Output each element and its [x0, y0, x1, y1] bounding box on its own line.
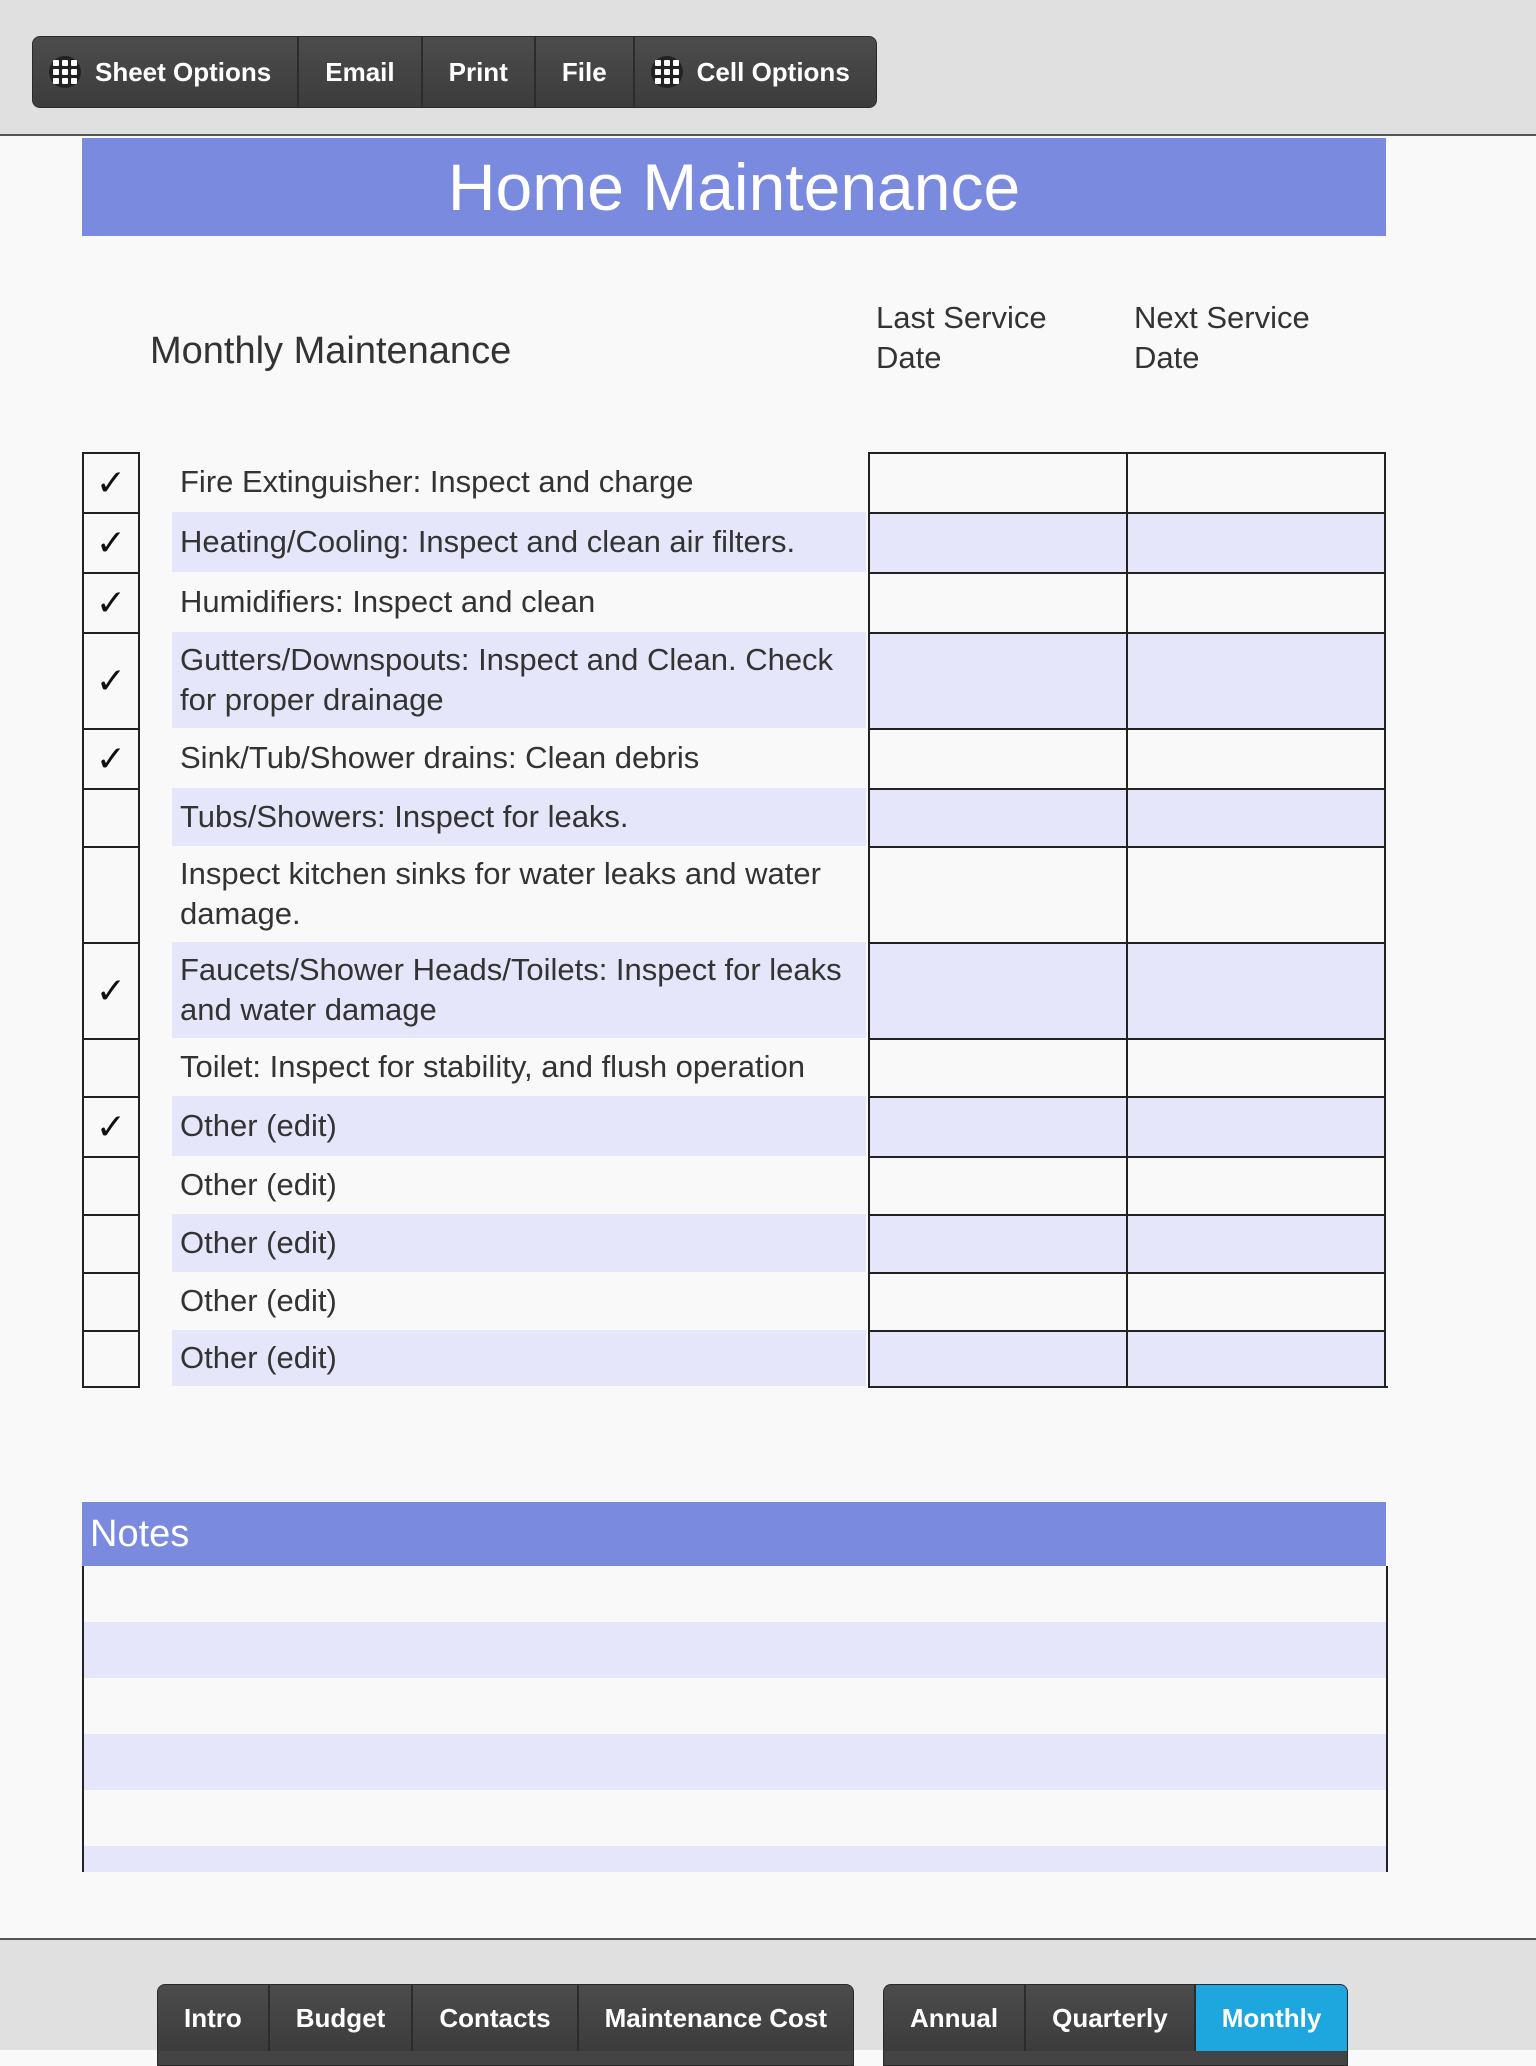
task-label[interactable]: Fire Extinguisher: Inspect and charge	[172, 452, 866, 512]
last-service-date-cell[interactable]	[868, 846, 1128, 942]
notes-line[interactable]	[84, 1566, 1386, 1622]
file-button[interactable]: File	[536, 37, 635, 107]
tab-monthly[interactable]: Monthly	[1196, 1985, 1348, 2051]
cell-options-label: Cell Options	[696, 56, 850, 87]
task-label[interactable]: Tubs/Showers: Inspect for leaks.	[172, 788, 866, 846]
task-checkbox[interactable]	[82, 632, 140, 728]
task-checkbox[interactable]	[82, 512, 140, 572]
tab-intro[interactable]: Intro	[158, 1985, 270, 2051]
tab-contacts[interactable]: Contacts	[413, 1985, 578, 2051]
notes-area	[82, 1566, 1388, 1872]
checkmark-icon: ✓	[95, 462, 127, 503]
notes-line[interactable]	[84, 1734, 1386, 1790]
next-service-date-cell[interactable]	[1126, 728, 1386, 788]
grid-icon	[49, 56, 81, 88]
notes-line[interactable]	[84, 1790, 1386, 1846]
next-service-date-cell[interactable]	[1126, 1096, 1386, 1156]
next-service-date-cell[interactable]	[1126, 1272, 1386, 1330]
last-service-date-header: Last Service Date	[876, 300, 1047, 375]
next-service-date-cell[interactable]	[1126, 512, 1386, 572]
last-service-date-cell[interactable]	[868, 728, 1128, 788]
last-service-date-cell[interactable]	[868, 1038, 1128, 1096]
task-checkbox[interactable]	[82, 1156, 140, 1214]
next-service-date-cell[interactable]	[1126, 1156, 1386, 1214]
email-button[interactable]: Email	[299, 37, 422, 107]
task-checkbox[interactable]	[82, 572, 140, 632]
print-button[interactable]: Print	[423, 37, 536, 107]
task-checkbox[interactable]	[82, 1038, 140, 1096]
section-title: Monthly Maintenance	[150, 330, 512, 372]
task-label[interactable]: Gutters/Downspouts: Inspect and Clean. Check for proper drainage	[172, 632, 866, 728]
task-checkbox[interactable]	[82, 788, 140, 846]
task-checkbox[interactable]	[82, 1096, 140, 1156]
next-service-date-cell[interactable]	[1126, 452, 1386, 512]
last-service-date-cell[interactable]	[868, 452, 1128, 512]
cell-options-button[interactable]	[635, 37, 876, 107]
task-checkbox[interactable]	[82, 1330, 140, 1386]
notes-line[interactable]	[84, 1622, 1386, 1678]
task-label[interactable]: Faucets/Shower Heads/Toilets: Inspect for leaks and water damage	[172, 942, 866, 1038]
tab-quarterly[interactable]: Quarterly	[1026, 1985, 1196, 2051]
task-label[interactable]: Humidifiers: Inspect and clean	[172, 572, 866, 632]
last-service-date-cell[interactable]	[868, 632, 1128, 728]
last-service-date-cell[interactable]	[868, 1214, 1128, 1272]
top-toolbar-area	[0, 0, 1536, 136]
checkmark-icon: ✓	[95, 738, 127, 779]
bottom-nav-area	[0, 1938, 1536, 2050]
sheet-options-label: Sheet Options	[95, 56, 272, 87]
task-label[interactable]: Other (edit)	[172, 1096, 866, 1156]
checkmark-icon: ✓	[95, 660, 127, 701]
task-label[interactable]: Inspect kitchen sinks for water leaks and water damage.	[172, 846, 866, 942]
next-service-date-cell[interactable]	[1126, 1038, 1386, 1096]
checkmark-icon: ✓	[95, 522, 127, 563]
notes-line[interactable]	[84, 1678, 1386, 1734]
task-label[interactable]: Sink/Tub/Shower drains: Clean debris	[172, 728, 866, 788]
next-service-date-cell[interactable]	[1126, 572, 1386, 632]
next-service-date-cell[interactable]	[1126, 1330, 1386, 1386]
checkmark-icon: ✓	[95, 1106, 127, 1147]
last-service-date-cell[interactable]	[868, 788, 1128, 846]
task-label[interactable]: Other (edit)	[172, 1214, 866, 1272]
checkmark-icon: ✓	[95, 582, 127, 623]
task-checkbox[interactable]	[82, 1272, 140, 1330]
task-checkbox[interactable]	[82, 1214, 140, 1272]
notes-header: Notes	[82, 1502, 1386, 1566]
task-checkbox[interactable]	[82, 846, 140, 942]
sheet-options-button[interactable]	[33, 37, 299, 107]
last-service-date-cell[interactable]	[868, 572, 1128, 632]
sheet-tabs-group	[157, 1984, 854, 2066]
tab-budget[interactable]: Budget	[270, 1985, 414, 2051]
last-service-date-cell[interactable]	[868, 1330, 1128, 1386]
task-label[interactable]: Other (edit)	[172, 1330, 866, 1386]
next-service-date-cell[interactable]	[1126, 942, 1386, 1038]
checkbox-column-bottom-border	[82, 1386, 140, 1388]
task-label[interactable]: Heating/Cooling: Inspect and clean air filters.	[172, 512, 866, 572]
next-service-date-cell[interactable]	[1126, 632, 1386, 728]
task-checkbox[interactable]	[82, 728, 140, 788]
next-service-date-cell[interactable]	[1126, 846, 1386, 942]
task-label[interactable]: Other (edit)	[172, 1272, 866, 1330]
toolbar	[32, 36, 877, 108]
checkmark-icon: ✓	[95, 970, 127, 1011]
last-service-date-cell[interactable]	[868, 1156, 1128, 1214]
task-checkbox[interactable]	[82, 942, 140, 1038]
date-table-bottom-border	[868, 1386, 1388, 1388]
page-title: Home Maintenance	[82, 138, 1386, 236]
schedule-tabs-group	[883, 1984, 1348, 2066]
task-label[interactable]: Toilet: Inspect for stability, and flush operation	[172, 1038, 866, 1096]
next-service-date-cell[interactable]	[1126, 1214, 1386, 1272]
last-service-date-cell[interactable]	[868, 1096, 1128, 1156]
next-service-date-cell[interactable]	[1126, 788, 1386, 846]
grid-icon	[651, 56, 683, 88]
last-service-date-cell[interactable]	[868, 1272, 1128, 1330]
tab-maintenance-cost[interactable]: Maintenance Cost	[579, 1985, 854, 2051]
last-service-date-cell[interactable]	[868, 512, 1128, 572]
next-service-date-header: Next Service Date	[1134, 300, 1310, 375]
task-checkbox[interactable]	[82, 452, 140, 512]
task-label[interactable]: Other (edit)	[172, 1156, 866, 1214]
notes-line[interactable]	[84, 1846, 1386, 1872]
last-service-date-cell[interactable]	[868, 942, 1128, 1038]
tab-annual[interactable]: Annual	[884, 1985, 1026, 2051]
